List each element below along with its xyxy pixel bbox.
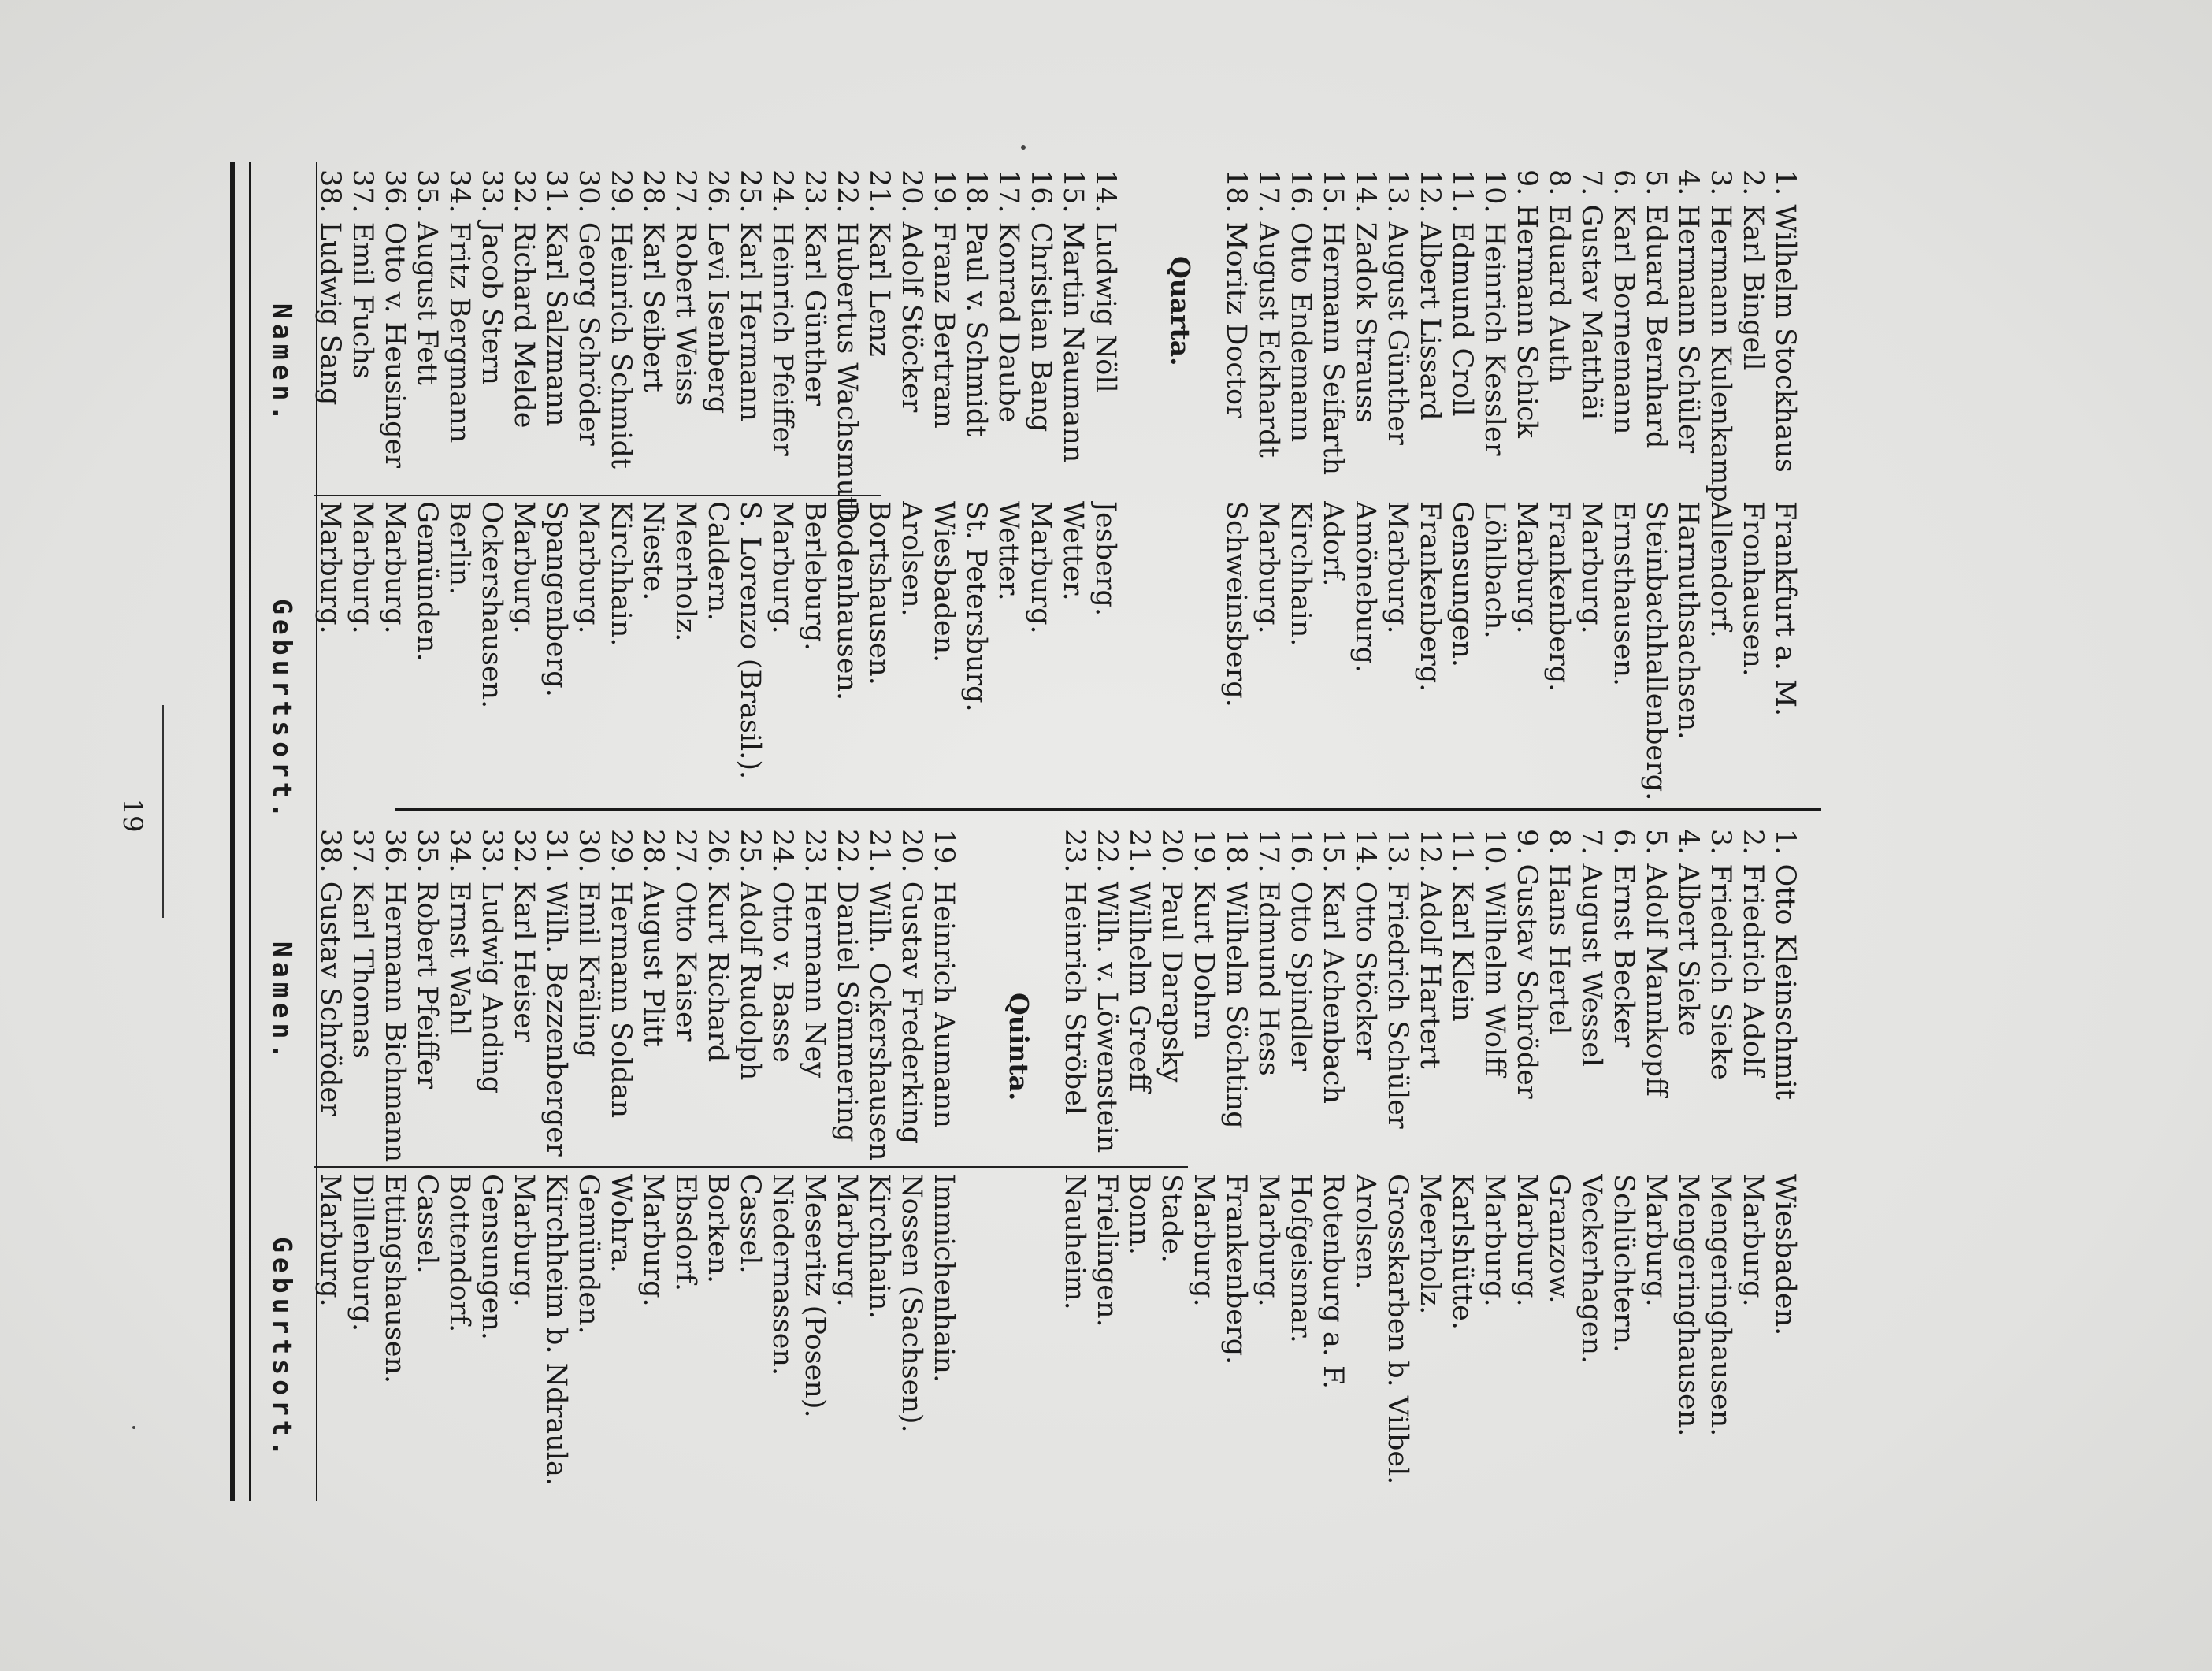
list-item: 29. Heinrich Schmidt bbox=[605, 169, 637, 469]
list-item: Bortshausen. bbox=[863, 501, 895, 685]
list-item: Kirchhain. bbox=[863, 1174, 895, 1320]
list-item: Dillenburg. bbox=[347, 1174, 378, 1332]
list-item: Jesberg. bbox=[1089, 501, 1121, 617]
left-names-bottom bbox=[1219, 169, 1801, 503]
list-item: 15. Karl Achenbach bbox=[1317, 829, 1349, 1104]
list-item: Grosskarben b. Vilbel. bbox=[1382, 1174, 1413, 1485]
right-column-separator bbox=[314, 1166, 1188, 1168]
left-names-top bbox=[314, 169, 1121, 525]
list-item: 9. Hermann Schick bbox=[1511, 169, 1542, 438]
list-item: Marburg. bbox=[1188, 1174, 1219, 1307]
list-item: Frankfurt a. M. bbox=[1769, 501, 1801, 717]
list-item: Gemünden. bbox=[573, 1174, 604, 1335]
list-item: Marburg. bbox=[508, 501, 540, 634]
list-item: 23. Heinrich Ströbel bbox=[1059, 829, 1090, 1116]
list-item: 6. Ernst Becker bbox=[1608, 829, 1639, 1048]
header-right-names: Namen. bbox=[267, 941, 298, 1064]
list-item: Wetter. bbox=[1057, 501, 1089, 601]
list-item: 8. Eduard Auth bbox=[1543, 169, 1575, 383]
list-item: 3. Hermann Kulenkamp bbox=[1705, 169, 1736, 503]
section-title-quinta: Quinta. bbox=[1004, 993, 1034, 1101]
list-item: 37. Karl Thomas bbox=[347, 829, 378, 1059]
list-item: Marburg. bbox=[637, 1174, 669, 1307]
list-item: 35. Robert Pfeiffer bbox=[411, 829, 443, 1089]
list-item: 19. Heinrich Aumann bbox=[928, 829, 959, 1128]
list-item: Steinbachhallenberg. bbox=[1640, 501, 1672, 801]
list-item: 15. Hermann Seifarth bbox=[1317, 169, 1349, 476]
list-item: Marburg. bbox=[1025, 501, 1056, 634]
list-item: 32. Richard Melde bbox=[508, 169, 540, 429]
header-right-birthplace: Geburtsort. bbox=[267, 1237, 298, 1461]
list-item: 30. Georg Schröder bbox=[573, 169, 604, 446]
list-item: 1. Otto Kleinschmit bbox=[1769, 829, 1801, 1100]
left-places-bottom bbox=[1219, 501, 1801, 800]
list-item: Frankenberg. bbox=[1414, 501, 1446, 693]
list-item: 28. August Plitt bbox=[637, 829, 669, 1047]
list-item: Frankenberg. bbox=[1543, 501, 1575, 693]
list-item: 11. Karl Klein bbox=[1446, 829, 1478, 1022]
list-item: 25. Adolf Rudolph bbox=[734, 829, 766, 1081]
list-item: 18. Paul v. Schmidt bbox=[960, 169, 992, 437]
list-item: 16. Otto Spindler bbox=[1285, 829, 1316, 1071]
list-item: 14. Zadok Strauss bbox=[1349, 169, 1381, 423]
list-item: Meerholz. bbox=[670, 501, 701, 642]
page-number: 19 bbox=[117, 798, 148, 833]
list-item: Kirchhain. bbox=[605, 501, 637, 647]
list-item: 8. Hans Hertel bbox=[1543, 829, 1575, 1035]
list-item: Caldern. bbox=[702, 501, 733, 622]
list-item: Marburg. bbox=[314, 501, 346, 634]
list-item: Marburg. bbox=[1511, 1174, 1542, 1307]
list-item: 26. Levi Isenberg bbox=[702, 169, 733, 414]
list-item: Immichenhain. bbox=[928, 1174, 959, 1383]
list-item: Nauheim. bbox=[1059, 1174, 1090, 1310]
list-item: Frankenberg. bbox=[1220, 1174, 1252, 1365]
list-item: Schlüchtern. bbox=[1608, 1174, 1639, 1354]
list-item: Marburg. bbox=[573, 501, 604, 634]
list-item: 20. Paul Darapsky bbox=[1156, 829, 1187, 1083]
list-item: 35. August Fett bbox=[411, 169, 443, 385]
list-item: Meseritz (Posen). bbox=[799, 1174, 830, 1418]
list-item: Nieste. bbox=[637, 501, 669, 601]
list-item: Dodenhausen. bbox=[831, 501, 863, 701]
page-number-rule bbox=[162, 705, 164, 918]
list-item: 27. Robert Weiss bbox=[670, 169, 701, 407]
list-item: 38. Ludwig Sang bbox=[314, 169, 346, 406]
list-item: Arolsen. bbox=[1349, 1174, 1381, 1290]
list-item: Marburg. bbox=[1479, 1174, 1510, 1307]
list-item: Berleburg. bbox=[799, 501, 830, 652]
list-item: 7. Gustav Matthäi bbox=[1575, 169, 1607, 421]
list-item: Schweinsberg. bbox=[1220, 501, 1252, 707]
list-item: 4. Albert Sieke bbox=[1672, 829, 1704, 1037]
list-item: Amöneburg. bbox=[1349, 501, 1381, 673]
list-item: 31. Wilh. Bezzenberger bbox=[540, 829, 572, 1157]
list-item: 13. Friedrich Schüler bbox=[1382, 829, 1413, 1129]
list-item: 36. Otto v. Heusinger bbox=[379, 169, 410, 469]
list-item: Ockershausen. bbox=[476, 501, 507, 709]
list-item: 28. Karl Seibert bbox=[637, 169, 669, 392]
list-item: Wiesbaden. bbox=[928, 501, 959, 663]
list-item: Marburg. bbox=[1575, 501, 1607, 634]
list-item: Wetter. bbox=[993, 501, 1024, 601]
list-item: Marburg. bbox=[347, 501, 378, 634]
list-item: 20. Gustav Frederking bbox=[896, 829, 927, 1145]
list-item: 18. Wilhelm Söchting bbox=[1220, 829, 1252, 1129]
list-item: Löhlbach. bbox=[1479, 501, 1510, 639]
right-places-bottom bbox=[1058, 1174, 1801, 1484]
list-item: Borken. bbox=[702, 1174, 733, 1284]
list-item: 34. Fritz Bergmann bbox=[444, 169, 475, 444]
list-item: Wohra. bbox=[605, 1174, 637, 1273]
header-left-names: Namen. bbox=[267, 303, 298, 426]
list-item: Gensungen. bbox=[476, 1174, 507, 1341]
list-item: Kirchheim b. Ndraula. bbox=[540, 1174, 572, 1486]
list-item: Mengeringhausen. bbox=[1672, 1174, 1704, 1437]
list-item: Marburg. bbox=[379, 501, 410, 634]
list-item: Bottendorf. bbox=[444, 1174, 475, 1333]
list-item: 20. Adolf Stöcker bbox=[896, 169, 927, 413]
list-item: 36. Hermann Bichmann bbox=[379, 829, 410, 1163]
list-item: 5. Eduard Bernhard bbox=[1640, 169, 1672, 449]
list-item: 2. Karl Bingell bbox=[1737, 169, 1768, 371]
list-item: Marburg. bbox=[1253, 501, 1284, 634]
list-item: Cassel. bbox=[734, 1174, 766, 1274]
list-item: 29. Hermann Soldan bbox=[605, 829, 637, 1119]
list-item: 17. Edmund Hess bbox=[1253, 829, 1284, 1076]
list-item: 22. Hubertus Wachsmuth bbox=[831, 169, 863, 525]
right-names-top bbox=[314, 829, 959, 1162]
list-item: 31. Karl Salzmann bbox=[540, 169, 572, 427]
list-item: 14. Ludwig Nöll bbox=[1089, 169, 1121, 393]
list-item: 12. Adolf Hartert bbox=[1414, 829, 1446, 1069]
list-item: Nossen (Sachsen). bbox=[896, 1174, 927, 1433]
list-item: Adorf. bbox=[1317, 501, 1349, 587]
list-item: 25. Karl Hermann bbox=[734, 169, 766, 421]
list-item: 16. Christian Bang bbox=[1025, 169, 1056, 433]
list-item: Karlshütte. bbox=[1446, 1174, 1478, 1330]
list-item: Marburg. bbox=[508, 1174, 540, 1307]
list-item: 38. Gustav Schröder bbox=[314, 829, 346, 1116]
list-item: Wiesbaden. bbox=[1769, 1174, 1801, 1336]
center-divider bbox=[395, 808, 1821, 811]
section-title-quarta: Quarta. bbox=[1165, 256, 1196, 366]
list-item: 21. Wilhelm Greeff bbox=[1123, 829, 1155, 1093]
list-item: Cassel. bbox=[411, 1174, 443, 1274]
list-item: 21. Karl Lenz bbox=[863, 169, 895, 357]
list-item: 24. Heinrich Pfeiffer bbox=[766, 169, 798, 456]
list-item: 10. Heinrich Kessler bbox=[1479, 169, 1510, 456]
list-item: Fronhausen. bbox=[1737, 501, 1768, 677]
list-item: 5. Adolf Mannkopff bbox=[1640, 829, 1672, 1097]
list-item: Spangenberg. bbox=[540, 501, 572, 697]
list-item: Kirchhain. bbox=[1285, 501, 1316, 647]
list-item: Hofgeismar. bbox=[1285, 1174, 1316, 1343]
list-item: 30. Emil Kräling bbox=[573, 829, 604, 1058]
list-item: Meerholz. bbox=[1414, 1174, 1446, 1315]
list-item: 34. Ernst Wahl bbox=[444, 829, 475, 1036]
list-item: 6. Karl Bornemann bbox=[1608, 169, 1639, 435]
list-item: Marburg. bbox=[314, 1174, 346, 1307]
list-item: Marburg. bbox=[1382, 501, 1413, 634]
list-item: 33. Jacob Stern bbox=[476, 169, 507, 385]
list-item: 14. Otto Stöcker bbox=[1349, 829, 1381, 1060]
list-item: Harnuthsachsen. bbox=[1672, 501, 1704, 741]
list-item: 22. Wilh. v. Löwenstein bbox=[1091, 829, 1123, 1153]
list-item: Gensungen. bbox=[1446, 501, 1478, 668]
list-item: Allendorf. bbox=[1705, 501, 1736, 638]
list-item: 12. Albert Lissard bbox=[1414, 169, 1446, 421]
list-item: Mengeringhausen. bbox=[1705, 1174, 1736, 1437]
left-places-top bbox=[314, 501, 1121, 779]
list-item: S. Lorenzo (Brasil.). bbox=[734, 501, 766, 780]
list-item: 9. Gustav Schröder bbox=[1511, 829, 1542, 1099]
list-item: 33. Ludwig Anding bbox=[476, 829, 507, 1094]
list-item: Veckerhagen. bbox=[1575, 1174, 1607, 1365]
list-item: 13. August Günther bbox=[1382, 169, 1413, 445]
right-names-bottom bbox=[1058, 829, 1801, 1153]
list-item: 7. August Wessel bbox=[1575, 829, 1607, 1068]
list-item: Marburg. bbox=[1737, 1174, 1768, 1307]
list-item: Stade. bbox=[1156, 1174, 1187, 1264]
list-item: 1. Wilhelm Stockhaus bbox=[1769, 169, 1801, 473]
list-item: Marburg. bbox=[831, 1174, 863, 1307]
list-item: 24. Otto v. Basse bbox=[766, 829, 798, 1063]
right-places-top bbox=[314, 1174, 959, 1486]
list-item: 17. August Eckhardt bbox=[1253, 169, 1284, 458]
list-item: 19. Kurt Dohrn bbox=[1188, 829, 1219, 1040]
list-item: Marburg. bbox=[1253, 1174, 1284, 1307]
list-item: 2. Friedrich Adolf bbox=[1737, 829, 1768, 1076]
list-item: Gemünden. bbox=[411, 501, 443, 662]
list-item: 19. Franz Bertram bbox=[928, 169, 959, 429]
list-item: 32. Karl Heiser bbox=[508, 829, 540, 1042]
list-item: 21. Wilh. Ockershausen bbox=[863, 829, 895, 1161]
list-item: 23. Karl Günther bbox=[799, 169, 830, 406]
list-item: 16. Otto Endemann bbox=[1285, 169, 1316, 443]
list-item: 17. Konrad Daube bbox=[993, 169, 1024, 423]
list-item: Rotenburg a. F. bbox=[1317, 1174, 1349, 1390]
list-item: Marburg. bbox=[766, 501, 798, 634]
list-item: Arolsen. bbox=[896, 501, 927, 617]
list-item: 4. Hermann Schüler bbox=[1672, 169, 1704, 454]
list-item: Ebsdorf. bbox=[670, 1174, 701, 1291]
list-item: Marburg. bbox=[1511, 501, 1542, 634]
list-item: 22. Daniel Sömmering bbox=[831, 829, 863, 1142]
list-item: Frielingen. bbox=[1091, 1174, 1123, 1328]
list-item: 11. Edmund Croll bbox=[1446, 169, 1478, 417]
list-item: Ernsthausen. bbox=[1608, 501, 1639, 687]
header-rule-thick bbox=[230, 162, 235, 1501]
list-item: 18. Moritz Doctor bbox=[1220, 169, 1252, 418]
list-item: 15. Martin Naumann bbox=[1057, 169, 1089, 463]
list-item: Bonn. bbox=[1123, 1174, 1155, 1256]
list-item: Marburg. bbox=[1640, 1174, 1672, 1307]
list-item: 10. Wilhelm Wolff bbox=[1479, 829, 1510, 1077]
list-item: 26. Kurt Richard bbox=[702, 829, 733, 1063]
list-item: Berlin. bbox=[444, 501, 475, 596]
list-item: 3. Friedrich Sieke bbox=[1705, 829, 1736, 1080]
list-item: 37. Emil Fuchs bbox=[347, 169, 378, 379]
list-item: St. Petersburg. bbox=[960, 501, 992, 712]
list-item: Granzow. bbox=[1543, 1174, 1575, 1304]
list-item: 27. Otto Kaiser bbox=[670, 829, 701, 1042]
list-item: 23. Hermann Ney bbox=[799, 829, 830, 1079]
list-item: Niedernassen. bbox=[766, 1174, 798, 1376]
header-left-birthplace: Geburtsort. bbox=[267, 599, 298, 823]
list-item: Ettingshausen. bbox=[379, 1174, 410, 1384]
header-rule-thin bbox=[249, 162, 251, 1501]
